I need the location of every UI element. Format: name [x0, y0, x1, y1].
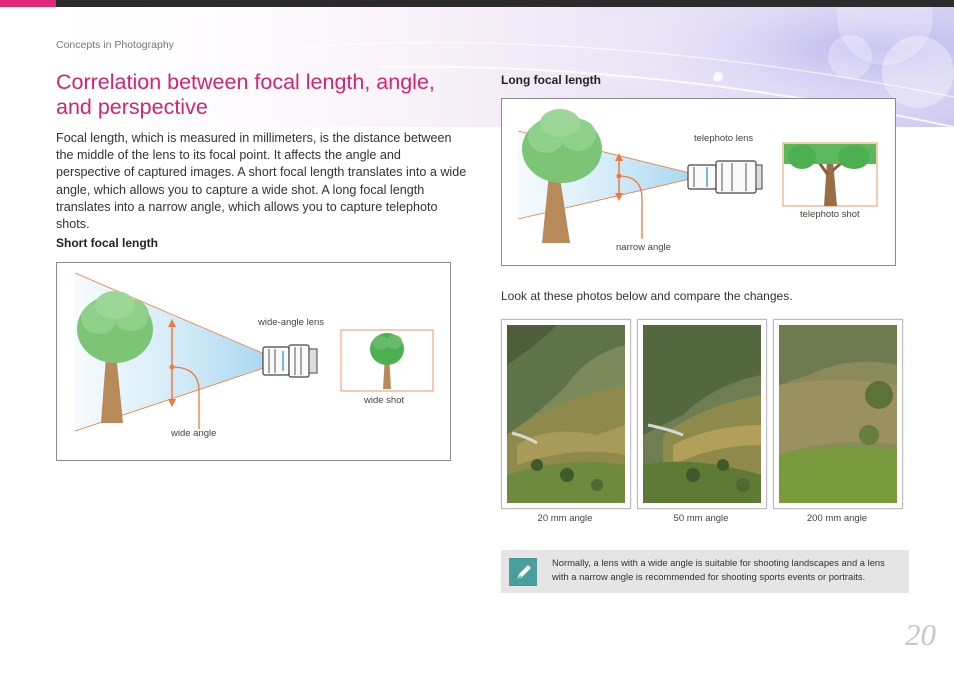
intro-paragraph: Focal length, which is measured in millimeters, is the distance between the middle of the lens to its focal point. It affects the angle and perspective of captured images. A short focal length translates into a wide angle, which allows you to capture a wide shot. A long focal length translates into a narrow angle, which allows you to capture telephoto shots. — [56, 131, 467, 232]
caption-200mm: 200 mm angle — [806, 513, 868, 524]
wide-angle-label: wide angle — [171, 428, 217, 439]
top-bar-accent — [0, 0, 56, 7]
note-text: Normally, a lens with a wide angle is suitable for shooting landscapes and a lens with a narrow angle is recommended for shooting sports events or portraits. — [552, 557, 885, 582]
long-focal-diagram — [501, 98, 896, 266]
wide-shot-label: wide shot — [364, 395, 405, 406]
short-focal-diagram — [56, 262, 451, 461]
narrow-angle-label: narrow angle — [616, 242, 671, 253]
photo-50mm — [637, 319, 767, 509]
photo-200mm — [773, 319, 903, 509]
breadcrumb: Concepts in Photography — [56, 39, 174, 51]
telephoto-shot-label: telephoto shot — [800, 209, 860, 220]
top-bar — [0, 0, 954, 7]
wide-angle-lens-icon — [263, 345, 317, 377]
telephoto-tree-icon — [784, 144, 876, 206]
comparison-intro: Look at these photos below and compare the changes. — [501, 289, 793, 303]
pencil-icon — [509, 558, 537, 586]
caption-50mm: 50 mm angle — [673, 513, 729, 524]
page-number: 20 — [905, 617, 936, 652]
wide-angle-lens-label: wide-angle lens — [258, 317, 325, 328]
telephoto-lens-label: telephoto lens — [694, 133, 754, 144]
caption-20mm: 20 mm angle — [537, 513, 593, 524]
page-title: Correlation between focal length, angle, and perspective — [56, 70, 435, 119]
long-focal-heading: Long focal length — [501, 73, 601, 87]
telephoto-lens-icon — [688, 161, 762, 193]
long-focal-illustration — [502, 99, 895, 265]
short-focal-heading: Short focal length — [56, 236, 158, 250]
note-box — [501, 550, 909, 593]
short-focal-illustration — [57, 263, 450, 460]
photo-20mm — [501, 319, 631, 509]
small-tree-icon — [370, 333, 404, 389]
